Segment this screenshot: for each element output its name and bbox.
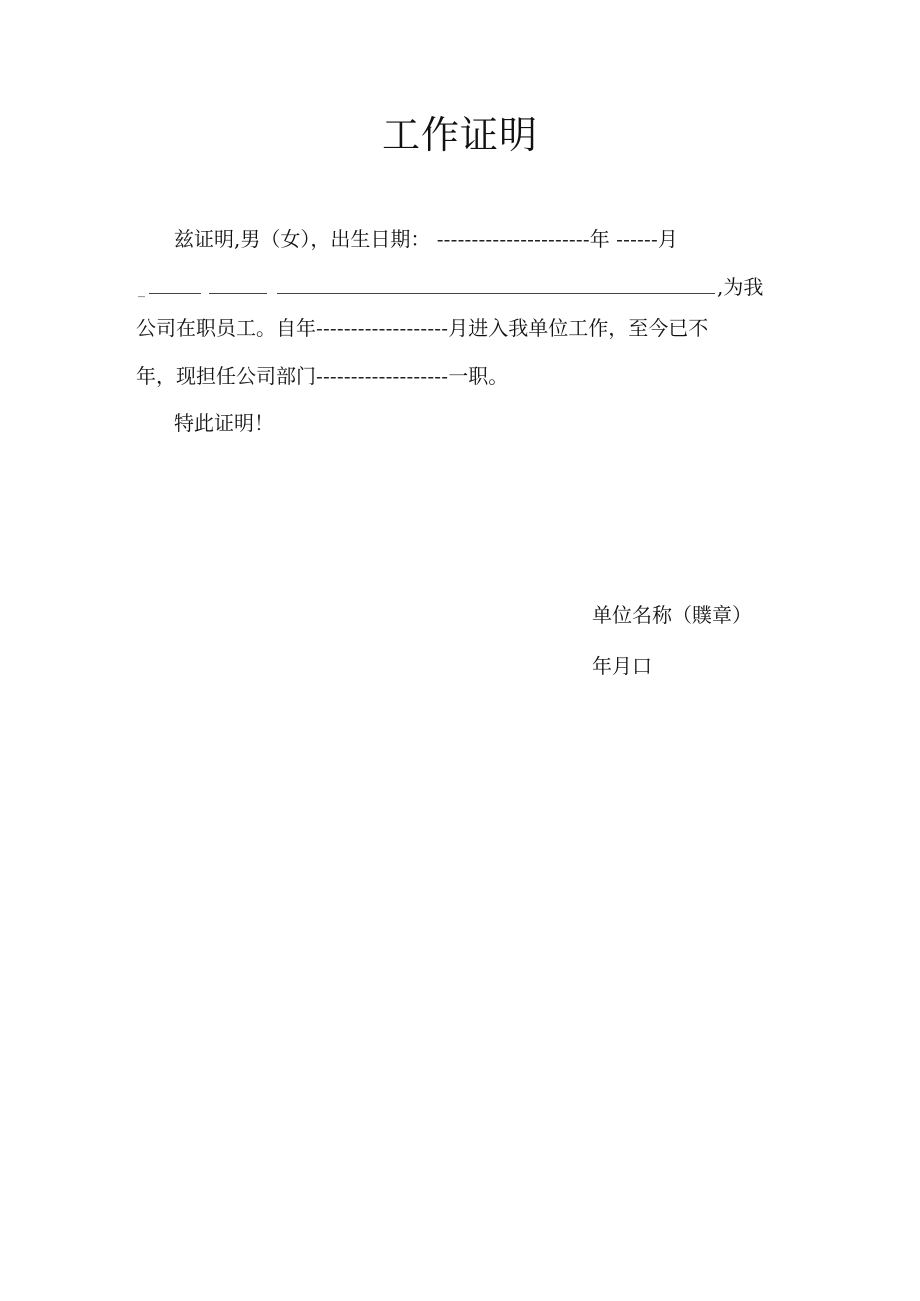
line2-tail: ,为我 (717, 275, 764, 299)
body-line-3 (136, 316, 708, 340)
start-year-blank: ------------------- (316, 316, 449, 340)
year-label: 年 (589, 227, 610, 251)
body-line-4 (136, 364, 508, 388)
department-blank: ------------------- (316, 364, 449, 388)
birth-year-blank: ---------------------- (436, 227, 590, 251)
day-blank-lead: _ (138, 282, 145, 298)
name-blank-underline-short (209, 279, 267, 294)
intro-text: 兹证明,男（女），出生日期： (174, 227, 431, 251)
closing-line: 特此证明！ (174, 411, 274, 435)
document-title: 工作证明 (381, 113, 538, 157)
birth-month-blank: ------ (616, 227, 658, 251)
body-line-2 (138, 275, 763, 302)
signature-unit-name: 单位名称（贌章） (592, 603, 752, 627)
month-label: 月 (657, 227, 678, 251)
name-blank-underline-long (277, 279, 715, 294)
line3-tail: 月进入我单位工作，至今已不 (448, 316, 709, 340)
day-blank-underline (149, 279, 201, 294)
line4-tail: 一职。 (448, 364, 509, 388)
body-line-1 (174, 227, 678, 251)
signature-date: 年月口 (592, 654, 652, 678)
line3-intro: 公司在职员工。自年 (136, 316, 316, 340)
line4-intro: 年，现担任公司部门 (136, 364, 316, 388)
